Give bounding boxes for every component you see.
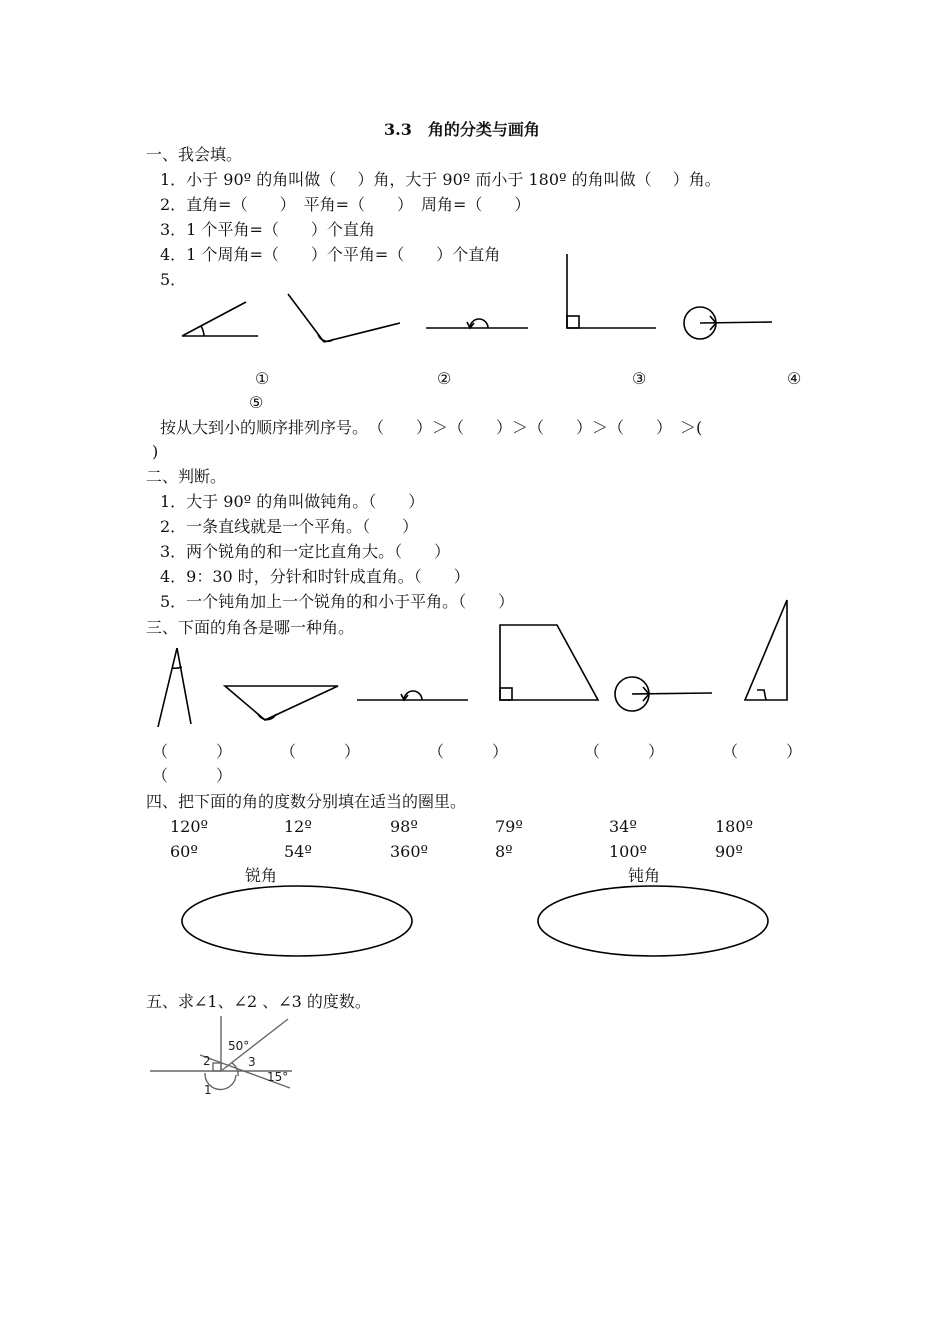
question-1-3: 3．1 个平角=（ ）个直角 [160, 220, 375, 239]
label-3: ③ [632, 369, 647, 388]
degree-value: 54º [284, 842, 312, 861]
judge-item-5: 5．一个钝角加上一个锐角的和小于平角。（ ） [160, 592, 515, 611]
degree-value: 60º [170, 842, 198, 861]
section-1-heading: 一、我会填。 [146, 145, 243, 164]
blank-4[interactable]: （ ） [584, 742, 665, 761]
degree-value: 98º [390, 817, 418, 836]
degree-value: 12º [284, 817, 312, 836]
degree-value: 8º [495, 842, 513, 861]
label-4: ④ [787, 369, 802, 388]
blank-6[interactable]: （ ） [152, 766, 233, 785]
label-5: ⑤ [249, 393, 264, 412]
blank-1[interactable]: （ ） [152, 742, 233, 761]
page-title: 3.3 角的分类与画角 [384, 120, 540, 139]
section-5-heading: 五、求∠1、∠2 、∠3 的度数。 [146, 992, 371, 1011]
degree-value: 100º [609, 842, 648, 861]
judge-item-2: 2．一条直线就是一个平角。（ ） [160, 517, 419, 536]
obtuse-label: 钝角 [628, 866, 661, 885]
degree-value: 120º [170, 817, 209, 836]
label-1: ① [255, 369, 270, 388]
judge-item-3: 3．两个锐角的和一定比直角大。（ ） [160, 542, 451, 561]
section-3-heading: 三、下面的角各是哪一种角。 [146, 618, 355, 637]
degree-value: 360º [390, 842, 429, 861]
question-1-4: 4．1 个周角=（ ）个平角=（ ）个直角 [160, 245, 501, 264]
judge-item-4: 4．9：30 时，分针和时针成直角。（ ） [160, 567, 470, 586]
degree-value: 180º [715, 817, 754, 836]
fig-angle-15: 15° [267, 1070, 289, 1084]
blank-2[interactable]: （ ） [280, 742, 361, 761]
question-1-5: 5． [160, 270, 187, 289]
question-1-2: 2．直角=（ ） 平角=（ ） 周角=（ ） [160, 195, 531, 214]
section-4-heading: 四、把下面的角的度数分别填在适当的圈里。 [146, 792, 467, 811]
fig-label-1: 1 [204, 1083, 212, 1097]
question-1-1: 1．小于 90º 的角叫做（ ）角，大于 90º 而小于 180º 的角叫做（ ）角。 [160, 170, 721, 189]
degree-value: 79º [495, 817, 523, 836]
label-2: ② [437, 369, 452, 388]
fig-label-3: 3 [248, 1055, 256, 1069]
order-line: 按从大到小的顺序排列序号。 （ ）＞（ ）＞（ ）＞（ ） ＞( [160, 418, 703, 437]
acute-label: 锐角 [245, 866, 278, 885]
degree-value: 34º [609, 817, 637, 836]
blank-3[interactable]: （ ） [428, 742, 509, 761]
degree-value: 90º [715, 842, 743, 861]
blank-5[interactable]: （ ） [722, 742, 803, 761]
judge-item-1: 1．大于 90º 的角叫做钝角。（ ） [160, 492, 425, 511]
section-2-heading: 二、判断。 [146, 467, 227, 486]
order-line-end: ) [152, 442, 159, 461]
fig-angle-50: 50° [228, 1039, 250, 1053]
fig-label-2: 2 [203, 1054, 211, 1068]
